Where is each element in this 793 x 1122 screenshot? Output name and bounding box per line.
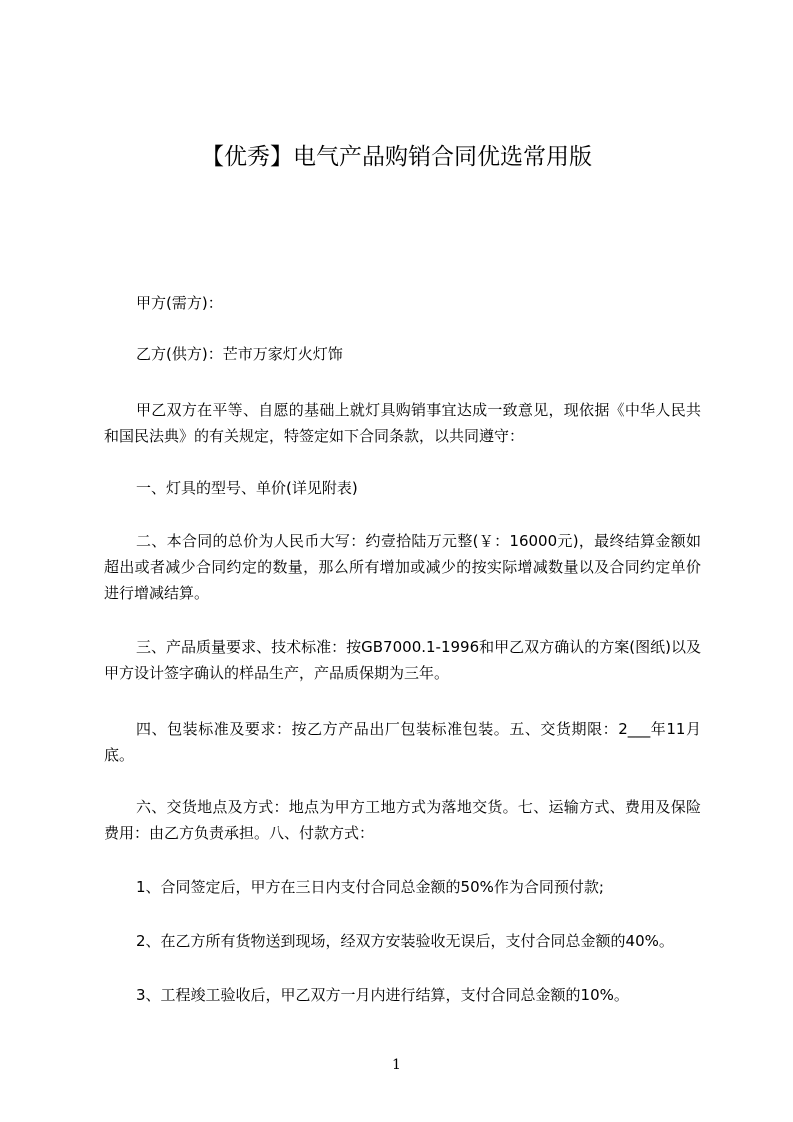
document-title: 【优秀】电气产品购销合同优选常用版 [201, 144, 592, 170]
page-number: 1 [392, 1057, 401, 1073]
clause-6-8-paragraph: 六、交货地点及方式：地点为甲方工地方式为落地交货。七、运输方式、费用及保险费用：由乙方负责承担。八、付款方式： [104, 798, 701, 842]
clause-4-5-paragraph: 四、包装标准及要求：按乙方产品出厂包装标准包装。五、交货期限：2___年11月底。 [104, 720, 701, 764]
party-b-line: 乙方(供方)：芒市万家灯火灯饰 [136, 345, 343, 363]
party-a-line: 甲方(需方)： [136, 294, 223, 312]
preamble-paragraph: 甲乙双方在平等、自愿的基础上就灯具购销事宜达成一致意见，现依据《中华人民共和国民法典》的有关规定，特签定如下合同条款，以共同遵守： [104, 401, 701, 445]
clause-3-paragraph: 三、产品质量要求、技术标准：按GB7000.1-1996和甲乙双方确认的方案(图纸)以及甲方设计签字确认的样品生产，产品质保期为三年。 [104, 638, 701, 682]
payment-item-3: 3、工程竣工验收后，甲乙双方一月内进行结算，支付合同总金额的10%。 [136, 986, 629, 1004]
clause-2-paragraph: 二、本合同的总价为人民币大写：约壹拾陆万元整(￥：16000元)，最终结算金额如超出或者减少合同约定的数量，那么所有增加或减少的按实际增减数量以及合同约定单价进行增减结算。 [104, 532, 701, 602]
payment-item-1: 1、合同签定后，甲方在三日内支付合同总金额的50%作为合同预付款; [136, 878, 604, 896]
clause-1-paragraph: 一、灯具的型号、单价(详见附表) [136, 479, 358, 497]
payment-item-2: 2、在乙方所有货物送到现场，经双方安装验收无误后，支付合同总金额的40%。 [136, 932, 674, 950]
